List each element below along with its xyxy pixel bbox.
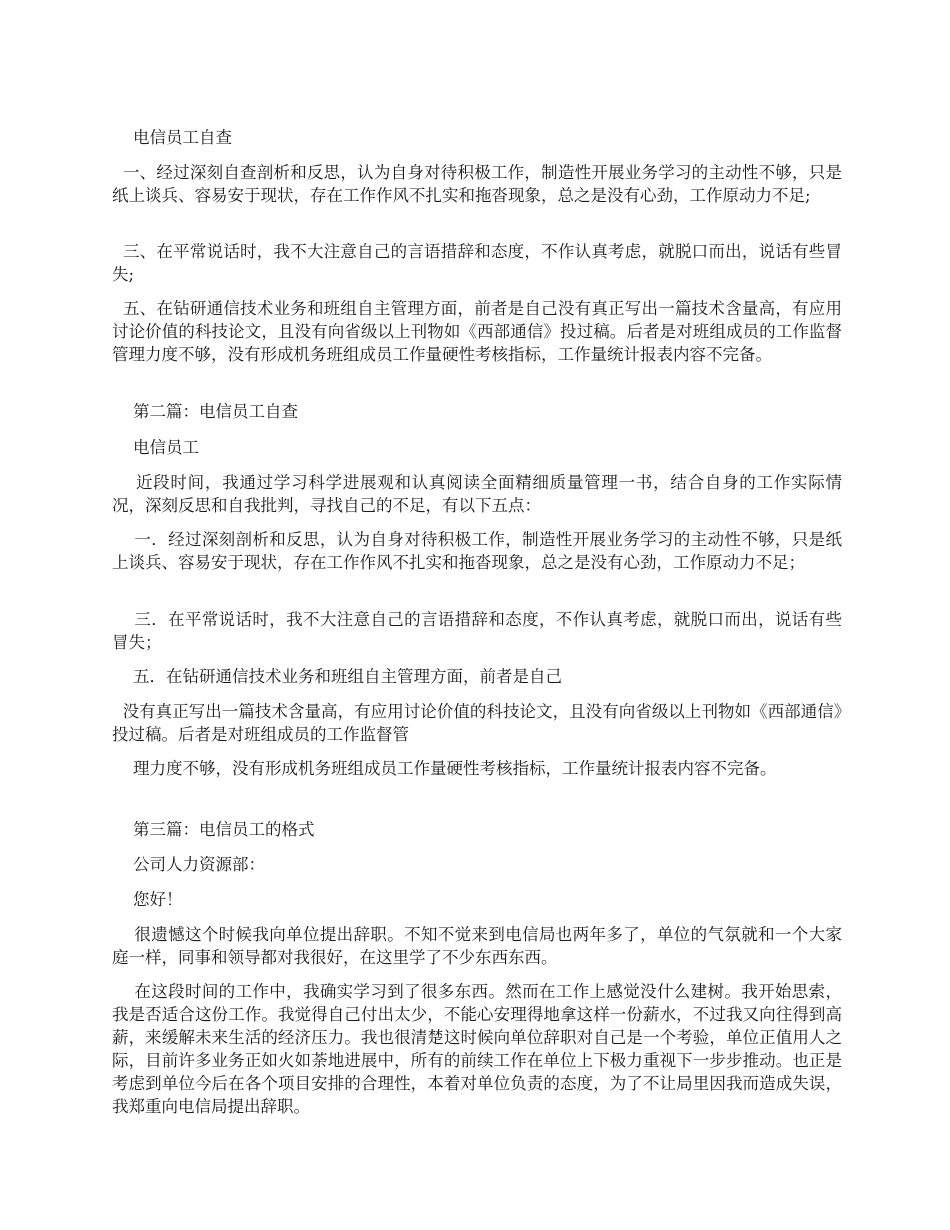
paragraph-3: 五、在钻研通信技术业务和班组自主管理方面，前者是自己没有真正写出一篇技术含量高，有应用讨论价值的科技论文，且没有向省级以上刊物如《西部通信》投过稿。后者是对班组成员的工作监督管理力度不够，没有形成机务班组成员工作量硬性考核指标，工作量统计报表内容不完备。 bbox=[112, 299, 842, 364]
paragraph-2: 三、在平常说话时，我不大注意自己的言语措辞和态度，不作认真考虑，就脱口而出，说话有些冒失; bbox=[112, 242, 842, 284]
paragraph-8: 三．在平常说话时，我不大注意自己的言语措辞和态度，不作认真考虑，就脱口而出，说话有些冒失； bbox=[112, 610, 842, 652]
doc-title: 电信员工自查 bbox=[112, 128, 232, 147]
paragraph-6: 近段时间，我通过学习科学进展观和认真阅读全面精细质量管理一书，结合自身的工作实际情况，深刻反思和自我批判，寻找自己的不足，有以下五点： bbox=[112, 473, 842, 515]
salutation: 公司人力资源部： bbox=[112, 855, 265, 874]
paragraph-5: 电信员工 bbox=[112, 438, 199, 457]
paragraph-7: 一．经过深刻剖析和反思，认为自身对待积极工作，制造性开展业务学习的主动性不够，只是纸上谈兵、容易安于现状，存在工作作风不扎实和拖沓现象，总之是没有心劲，工作原动力不足； bbox=[112, 530, 842, 572]
paragraph-15: 很遗憾这个时候我向单位提出辞职。不知不觉来到电信局也两年多了，单位的气氛就和一个大家庭一样，同事和领导都对我很好，在这里学了不少东西东西。 bbox=[112, 925, 842, 967]
section-heading-3: 第三篇：电信员工的格式 bbox=[112, 820, 315, 839]
paragraph-1: 一、经过深刻自查剖析和反思，认为自身对待积极工作，制造性开展业务学习的主动性不够，只是纸上谈兵、容易安于现状，存在工作作风不扎实和拖沓现象，总之是没有心劲，工作原动力不足; bbox=[112, 163, 842, 205]
section-heading-2: 第二篇：电信员工自查 bbox=[112, 402, 298, 421]
paragraph-9: 五．在钻研通信技术业务和班组自主管理方面，前者是自己 bbox=[112, 667, 562, 686]
paragraph-10: 没有真正写出一篇技术含量高，有应用讨论价值的科技论文，且没有向省级以上刊物如《西部通信》投过稿。后者是对班组成员的工作监督管 bbox=[112, 702, 843, 744]
paragraph-11: 理力度不够，没有形成机务班组成员工作量硬性考核指标，工作量统计报表内容不完备。 bbox=[112, 759, 777, 778]
paragraph-16: 在这段时间的工作中，我确实学习到了很多东西。然而在工作上感觉没什么建树。我开始思索，我是否适合这份工作。我觉得自己付出太少，不能心安理得地拿这样一份薪水，不过我又向往得到高薪，来缓解未来生活的经济压力。我也很清楚这时候向单位辞职对自己是一个考验，单位正值用人之际，目前许多业务正如火如荼地进展中，所有的前续工作在单位上下极力重视下一步步推动。也正是考虑到单位今后在各个项目安排的合理性，本着对单位负责的态度，为了不让局里因我而造成失误，我郑重向电信局提出辞职。 bbox=[112, 982, 842, 1116]
greeting: 您好！ bbox=[112, 890, 183, 909]
